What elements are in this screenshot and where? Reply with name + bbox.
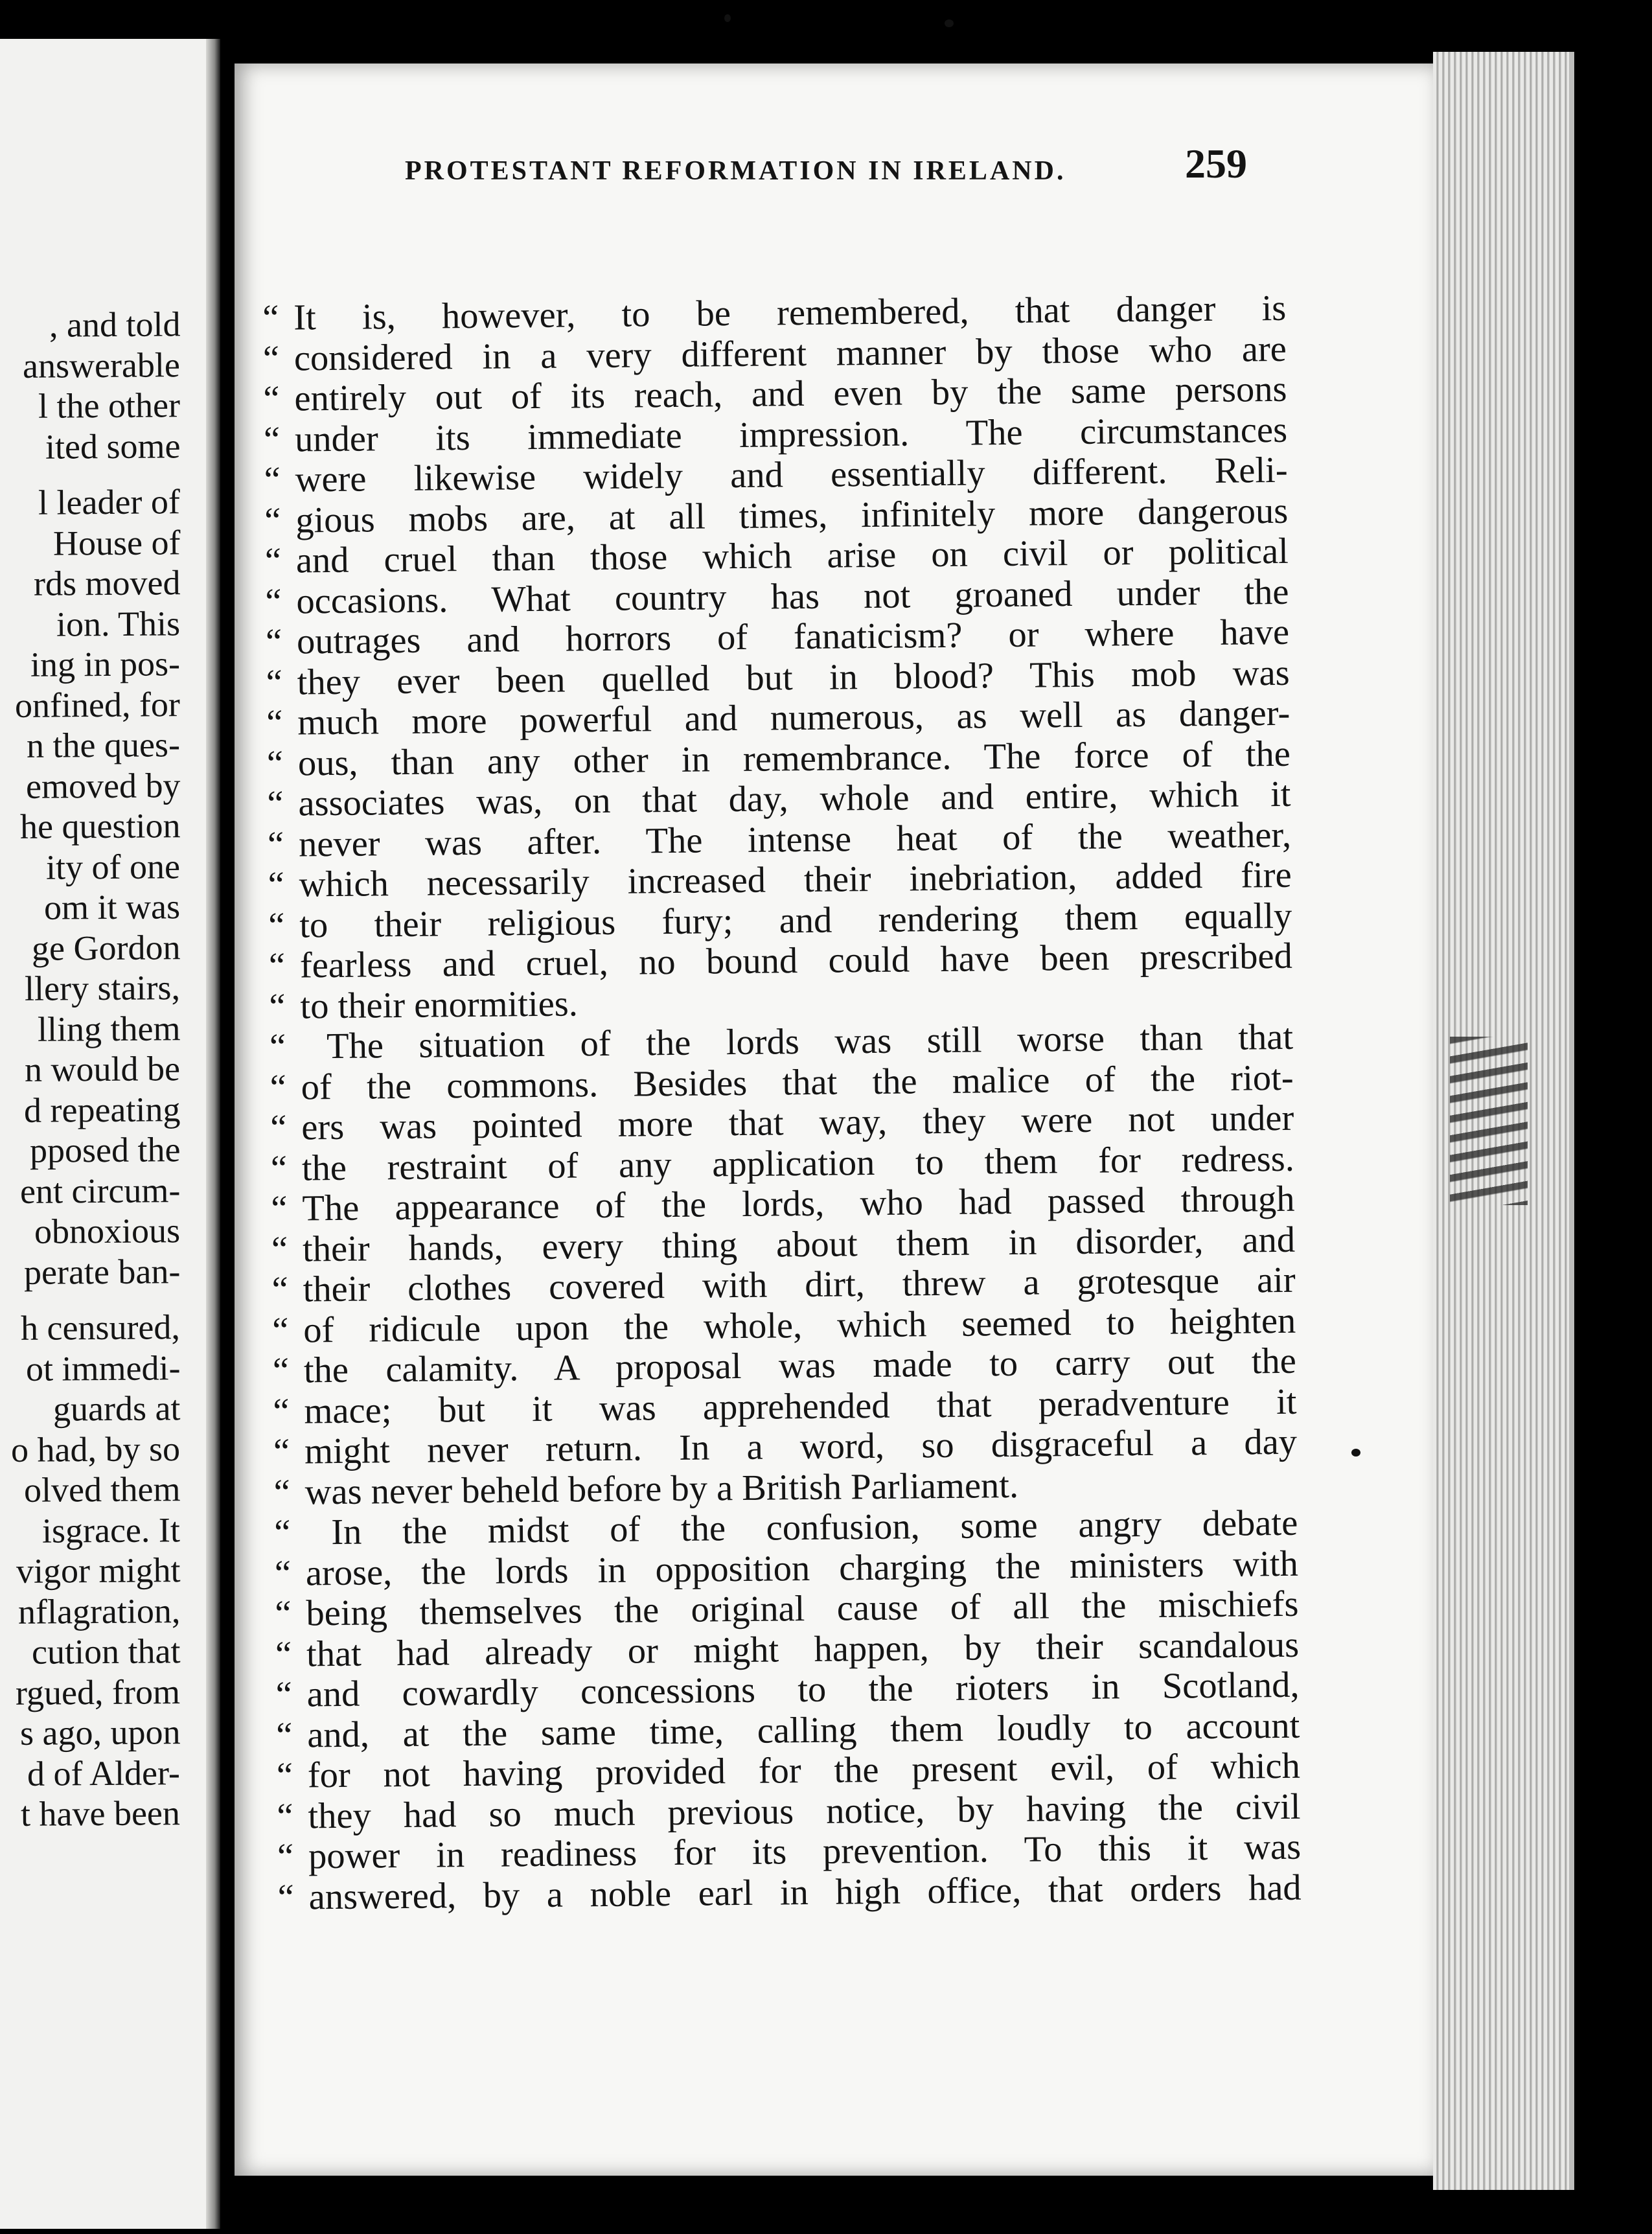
left-page-line: emoved by (25, 765, 181, 806)
line-text: for not having provided for the present evil, of which (307, 1745, 1301, 1796)
line-text: were likewise widely and essentially different. Reli- (295, 450, 1288, 500)
left-page-line: cution that (31, 1631, 181, 1672)
line-text: to their enormities. (300, 983, 579, 1026)
left-facing-page (0, 39, 220, 2229)
line-text: they ever been quelled but in blood? This mob was (297, 652, 1290, 703)
left-page-line: ge Gordon (31, 927, 181, 968)
quote-mark: “ (271, 1188, 288, 1229)
quote-mark: “ (269, 986, 286, 1027)
quote-mark: “ (267, 824, 284, 865)
quote-mark: “ (271, 1310, 289, 1351)
left-page-line: l leader of (38, 482, 181, 522)
quote-mark: “ (273, 1431, 290, 1472)
left-page-line: he question (19, 806, 181, 846)
quote-mark: “ (275, 1593, 292, 1634)
quote-mark: “ (270, 1148, 288, 1189)
left-page-line: ited some (45, 426, 181, 466)
line-text: answered, by a noble earl in high office, that orders had (308, 1867, 1302, 1917)
line-text: The situation of the lords was still worse than that (326, 1017, 1294, 1067)
line-text: associates was, on that day, whole and entire, which it (298, 774, 1291, 824)
left-page-line: perate ban- (23, 1251, 181, 1292)
line-text: entirely out of its reach, and even by the same persons (294, 369, 1287, 419)
page-header (405, 141, 1247, 233)
body-text (262, 288, 1302, 1918)
left-page-line: , and told (49, 305, 181, 345)
quote-mark: “ (269, 1026, 286, 1067)
line-text: and, at the same time, calling them loudly to account (306, 1705, 1300, 1755)
quote-mark: “ (275, 1715, 293, 1756)
line-text: In the midst of the confusion, some angry debate (330, 1503, 1298, 1553)
left-page-line: ing in pos- (30, 644, 181, 684)
line-text: occasions. What country has not groaned under the (296, 571, 1289, 622)
left-page-line: rds moved (33, 563, 181, 603)
quote-mark: “ (273, 1512, 291, 1553)
quote-mark: “ (265, 621, 282, 662)
quote-mark: “ (274, 1553, 292, 1594)
left-page-line: vigor might (16, 1550, 181, 1591)
line-text: their hands, every thing about them in disorder, and (302, 1219, 1296, 1269)
line-text: might never return. In a word, so disgraceful a day (304, 1422, 1298, 1472)
line-text: that had already or might happen, by their scandalous (306, 1624, 1300, 1674)
quote-mark: “ (263, 378, 280, 419)
line-text: to their religious fury; and rendering them equally (299, 895, 1292, 945)
line-text: of the commons. Besides that the malice of the riot- (301, 1057, 1294, 1107)
left-page-line: olved them (23, 1469, 181, 1510)
left-page-line: n the ques- (26, 725, 181, 765)
line-text: outrages and horrors of fanaticism? or where have (296, 612, 1290, 662)
quote-mark: “ (270, 1067, 287, 1108)
left-page-line: d repeating (23, 1089, 181, 1130)
line-text: was never beheld before by a British Parliament. (304, 1465, 1019, 1512)
left-page-line: n would be (24, 1049, 181, 1089)
quote-mark: “ (266, 743, 284, 784)
left-page-line: om it was (43, 887, 181, 927)
left-page-line: answerable (22, 345, 181, 386)
quote-mark: “ (262, 297, 279, 338)
line-text: and cowardly concessions to the rioters in Scotland, (306, 1664, 1300, 1715)
line-text: fearless and cruel, no bound could have been prescribed (299, 936, 1293, 986)
line-text: mace; but it was apprehended that peradventure it (304, 1381, 1297, 1431)
quote-mark: “ (264, 500, 281, 541)
running-head: PROTESTANT REFORMATION IN IRELAND. (405, 156, 1066, 186)
quote-mark: “ (268, 905, 285, 946)
left-page-line: onfined, for (14, 684, 181, 725)
left-page-line: isgrace. It (41, 1510, 181, 1550)
line-text: they had so much previous notice, by having the civil (308, 1786, 1301, 1836)
left-page-gutter (206, 39, 220, 2229)
quote-mark: “ (264, 540, 282, 581)
quote-mark: “ (268, 945, 286, 986)
left-page-line: lling them (37, 1008, 181, 1049)
left-page-line: guards at (52, 1388, 181, 1429)
left-page-line: h censured, (20, 1307, 181, 1348)
page-number: 259 (1185, 141, 1247, 187)
quote-mark: “ (273, 1391, 290, 1432)
left-page-line: ity of one (45, 846, 181, 887)
quote-mark: “ (270, 1107, 287, 1148)
left-page-line: rgued, from (15, 1672, 181, 1712)
left-page-line: ion. This (56, 603, 181, 644)
quote-mark: “ (277, 1836, 294, 1877)
left-page-line: llery stairs, (24, 968, 181, 1008)
left-page-line: obnoxious (34, 1211, 181, 1251)
line-text: much more powerful and numerous, as well as danger- (297, 693, 1291, 743)
line-text: the calamity. A proposal was made to carry out the (303, 1341, 1297, 1391)
left-page-line: t have been (20, 1793, 181, 1834)
left-page-line: ot immedi- (25, 1348, 181, 1388)
left-page-line: l the other (38, 386, 181, 426)
line-text: under its immediate impression. The circumstances (294, 409, 1288, 460)
quote-mark: “ (273, 1472, 291, 1513)
line-text: their clothes covered with dirt, threw a grotesque air (303, 1260, 1296, 1310)
line-text: The appearance of the lords, who had passed through (302, 1179, 1295, 1229)
quote-mark: “ (276, 1755, 293, 1796)
left-page-line: ent circum- (19, 1170, 181, 1211)
page-edge-marks (1450, 1037, 1528, 1205)
quote-mark: “ (271, 1269, 289, 1310)
left-page-line: d of Alder- (27, 1753, 181, 1793)
quote-mark: “ (275, 1674, 293, 1715)
line-text: It is, however, to be remembered, that danger is (293, 288, 1287, 338)
quote-mark: “ (262, 338, 280, 379)
quote-mark: “ (277, 1877, 295, 1918)
left-page-line: o had, by so (10, 1429, 181, 1469)
line-text: being themselves the original cause of all the mischiefs (306, 1583, 1299, 1634)
line-text: the restraint of any application to them for redress. (301, 1138, 1295, 1188)
quote-mark: “ (272, 1350, 290, 1391)
quote-mark: “ (265, 581, 282, 622)
line-text: considered in a very different manner by those who are (293, 328, 1287, 379)
line-text: of ridicule upon the whole, which seemed to heighten (303, 1300, 1296, 1350)
quote-mark: “ (266, 702, 283, 743)
line-text: power in readiness for its prevention. To this it was (308, 1826, 1302, 1877)
quote-mark: “ (268, 864, 285, 905)
quote-mark: “ (275, 1634, 292, 1675)
quote-mark: “ (271, 1229, 288, 1270)
line-text: never was after. The intense heat of the weather, (298, 814, 1292, 864)
line-text: gious mobs are, at all times, infinitely more dangerous (295, 490, 1289, 541)
left-page-line: pposed the (29, 1130, 181, 1170)
scan-speck (724, 14, 731, 22)
line-text: ous, than any other in remembrance. The force of the (297, 733, 1291, 784)
line-text: arose, the lords in opposition charging the ministers with (305, 1543, 1299, 1593)
quote-mark: “ (277, 1796, 293, 1837)
line-text: ers was pointed more that way, they were not under (301, 1098, 1294, 1148)
left-page-line: nflagration, (17, 1591, 181, 1631)
scan-speck (1351, 1449, 1360, 1457)
left-page-line: s ago, upon (19, 1712, 181, 1753)
line-text: and cruel than those which arise on civil or political (295, 531, 1289, 581)
left-page-line: House of (52, 522, 181, 563)
quote-mark: “ (263, 419, 281, 460)
line-text: which necessarily increased their inebriation, added fire (299, 855, 1292, 905)
quote-mark: “ (264, 459, 281, 500)
quote-mark: “ (266, 662, 283, 703)
quote-mark: “ (267, 783, 284, 824)
scan-speck (945, 19, 954, 27)
